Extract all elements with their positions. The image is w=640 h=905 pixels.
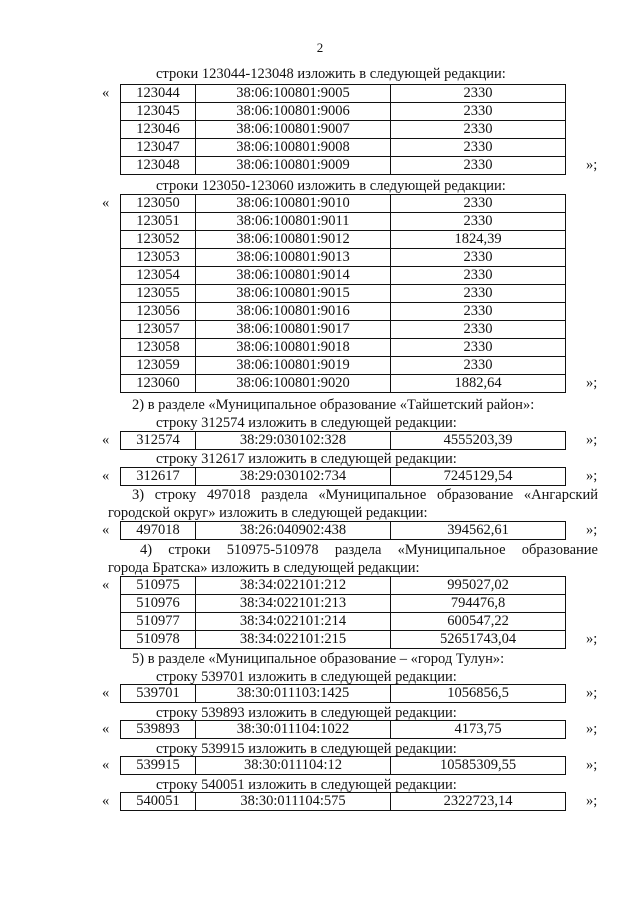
value-cell: 1056856,5 [391, 685, 566, 703]
table-row [121, 613, 566, 631]
table-row [121, 577, 566, 595]
cadastral-number-cell: 38:06:100801:9018 [196, 339, 391, 357]
close-quote: »; [586, 685, 598, 701]
paragraph: строку 312617 изложить в следующей редакции: [156, 451, 457, 467]
close-quote: »; [586, 432, 598, 448]
cadastral-number-cell: 38:34:022101:213 [196, 595, 391, 613]
row-number-cell: 123054 [121, 267, 196, 285]
close-quote: »; [586, 157, 598, 173]
word: 3) [132, 487, 145, 503]
cadastral-number-cell: 38:34:022101:215 [196, 631, 391, 649]
value-cell: 2330 [391, 285, 566, 303]
table-row [121, 685, 566, 703]
value-cell: 2330 [391, 357, 566, 375]
value-cell: 2330 [391, 85, 566, 103]
table-row [121, 468, 566, 486]
cadastral-number-cell: 38:06:100801:9009 [196, 157, 391, 175]
table-row [121, 375, 566, 393]
row-number-cell: 123047 [121, 139, 196, 157]
close-quote: »; [586, 468, 598, 484]
cadastral-number-cell: 38:06:100801:9007 [196, 121, 391, 139]
table-row [121, 213, 566, 231]
close-quote: »; [586, 757, 598, 773]
value-cell: 2330 [391, 321, 566, 339]
row-number-cell: 312574 [121, 432, 196, 450]
table-row [121, 157, 566, 175]
open-quote: « [102, 757, 110, 773]
table-row [121, 267, 566, 285]
value-cell: 52651743,04 [391, 631, 566, 649]
close-quote: »; [586, 721, 598, 737]
row-number-cell: 123060 [121, 375, 196, 393]
table-row [121, 139, 566, 157]
value-cell: 2330 [391, 103, 566, 121]
open-quote: « [102, 432, 110, 448]
paragraph-justified [132, 486, 598, 504]
table-row [121, 321, 566, 339]
open-quote: « [102, 522, 110, 538]
close-quote: »; [586, 631, 598, 647]
word: образование [436, 487, 514, 503]
value-cell: 2330 [391, 157, 566, 175]
table-row [121, 103, 566, 121]
paragraph: строку 539915 изложить в следующей редакции: [156, 741, 457, 757]
value-cell: 394562,61 [391, 522, 566, 540]
table-row [121, 432, 566, 450]
close-quote: »; [586, 522, 598, 538]
word: 510975-510978 [226, 542, 319, 558]
cadastral-number-cell: 38:30:011103:1425 [196, 685, 391, 703]
table-row [121, 793, 566, 811]
row-number-cell: 123053 [121, 249, 196, 267]
table-row [121, 303, 566, 321]
table-row [121, 339, 566, 357]
cadastral-number-cell: 38:29:030102:734 [196, 468, 391, 486]
word: строки [168, 542, 211, 558]
cadastral-number-cell: 38:06:100801:9019 [196, 357, 391, 375]
paragraph: строки 123050-123060 изложить в следующей редакции: [156, 178, 506, 194]
row-number-cell: 510978 [121, 631, 196, 649]
value-cell: 2330 [391, 121, 566, 139]
table-row [121, 357, 566, 375]
value-cell: 2322723,14 [391, 793, 566, 811]
value-cell: 2330 [391, 213, 566, 231]
word: образование [521, 542, 598, 558]
row-number-cell: 123048 [121, 157, 196, 175]
value-cell: 1824,39 [391, 231, 566, 249]
row-number-cell: 123055 [121, 285, 196, 303]
data-table [120, 84, 566, 175]
row-number-cell: 123051 [121, 213, 196, 231]
paragraph: строку 312574 изложить в следующей редакции: [156, 415, 457, 431]
value-cell: 2330 [391, 303, 566, 321]
word: «Муниципальное [318, 487, 427, 503]
open-quote: « [102, 685, 110, 701]
open-quote: « [102, 195, 110, 211]
page-number: 2 [316, 40, 324, 55]
paragraph: строку 540051 изложить в следующей редакции: [156, 777, 457, 793]
table-row [121, 595, 566, 613]
word: раздела [334, 542, 382, 558]
row-number-cell: 510976 [121, 595, 196, 613]
value-cell: 10585309,55 [391, 757, 566, 775]
table-row [121, 195, 566, 213]
value-cell: 7245129,54 [391, 468, 566, 486]
open-quote: « [102, 85, 110, 101]
close-quote: »; [586, 793, 598, 809]
row-number-cell: 123052 [121, 231, 196, 249]
row-number-cell: 123045 [121, 103, 196, 121]
word: строку [154, 487, 197, 503]
data-table [120, 756, 566, 775]
cadastral-number-cell: 38:06:100801:9016 [196, 303, 391, 321]
row-number-cell: 510977 [121, 613, 196, 631]
paragraph: строку 539893 изложить в следующей редакции: [156, 705, 457, 721]
row-number-cell: 123050 [121, 195, 196, 213]
value-cell: 2330 [391, 195, 566, 213]
word: «Муниципальное [397, 542, 506, 558]
table-row [121, 757, 566, 775]
cadastral-number-cell: 38:06:100801:9013 [196, 249, 391, 267]
cadastral-number-cell: 38:06:100801:9017 [196, 321, 391, 339]
row-number-cell: 539915 [121, 757, 196, 775]
row-number-cell: 123057 [121, 321, 196, 339]
row-number-cell: 510975 [121, 577, 196, 595]
open-quote: « [102, 721, 110, 737]
table-row [121, 231, 566, 249]
paragraph: строки 123044-123048 изложить в следующей редакции: [156, 66, 506, 82]
cadastral-number-cell: 38:26:040902:438 [196, 522, 391, 540]
open-quote: « [102, 577, 110, 593]
open-quote: « [102, 468, 110, 484]
paragraph-justified [140, 541, 598, 559]
value-cell: 2330 [391, 249, 566, 267]
value-cell: 2330 [391, 139, 566, 157]
value-cell: 4173,75 [391, 721, 566, 739]
value-cell: 2330 [391, 267, 566, 285]
table-row [121, 285, 566, 303]
word: 497018 [206, 487, 251, 503]
table-row [121, 721, 566, 739]
cadastral-number-cell: 38:34:022101:212 [196, 577, 391, 595]
row-number-cell: 312617 [121, 468, 196, 486]
cadastral-number-cell: 38:06:100801:9011 [196, 213, 391, 231]
cadastral-number-cell: 38:30:011104:575 [196, 793, 391, 811]
paragraph: городской округ» изложить в следующей редакции: [108, 505, 428, 521]
row-number-cell: 539701 [121, 685, 196, 703]
cadastral-number-cell: 38:06:100801:9020 [196, 375, 391, 393]
data-table [120, 792, 566, 811]
row-number-cell: 123056 [121, 303, 196, 321]
word: 4) [140, 542, 153, 558]
cadastral-number-cell: 38:30:011104:12 [196, 757, 391, 775]
value-cell: 995027,02 [391, 577, 566, 595]
cadastral-number-cell: 38:06:100801:9015 [196, 285, 391, 303]
table-row [121, 249, 566, 267]
cadastral-number-cell: 38:06:100801:9008 [196, 139, 391, 157]
value-cell: 1882,64 [391, 375, 566, 393]
cadastral-number-cell: 38:06:100801:9010 [196, 195, 391, 213]
value-cell: 2330 [391, 339, 566, 357]
cadastral-number-cell: 38:30:011104:1022 [196, 721, 391, 739]
row-number-cell: 123046 [121, 121, 196, 139]
open-quote: « [102, 793, 110, 809]
table-row [121, 631, 566, 649]
row-number-cell: 123044 [121, 85, 196, 103]
close-quote: »; [586, 375, 598, 391]
data-table [120, 194, 566, 393]
data-table [120, 521, 566, 540]
row-number-cell: 123058 [121, 339, 196, 357]
value-cell: 600547,22 [391, 613, 566, 631]
word: раздела [261, 487, 308, 503]
data-table [120, 576, 566, 649]
cadastral-number-cell: 38:06:100801:9005 [196, 85, 391, 103]
table-row [121, 85, 566, 103]
row-number-cell: 123059 [121, 357, 196, 375]
table-row [121, 121, 566, 139]
table-row [121, 522, 566, 540]
row-number-cell: 497018 [121, 522, 196, 540]
paragraph: 5) в разделе «Муниципальное образование – «город Тулун»: [132, 651, 505, 667]
data-table [120, 684, 566, 703]
data-table [120, 431, 566, 450]
paragraph: 2) в разделе «Муниципальное образование «Тайшетский район»: [132, 397, 535, 413]
cadastral-number-cell: 38:06:100801:9006 [196, 103, 391, 121]
cadastral-number-cell: 38:06:100801:9012 [196, 231, 391, 249]
cadastral-number-cell: 38:06:100801:9014 [196, 267, 391, 285]
paragraph: города Братска» изложить в следующей редакции: [108, 560, 420, 576]
word: «Ангарский [523, 487, 598, 503]
cadastral-number-cell: 38:34:022101:214 [196, 613, 391, 631]
paragraph: строку 539701 изложить в следующей редакции: [156, 669, 457, 685]
value-cell: 794476,8 [391, 595, 566, 613]
data-table [120, 467, 566, 486]
cadastral-number-cell: 38:29:030102:328 [196, 432, 391, 450]
value-cell: 4555203,39 [391, 432, 566, 450]
row-number-cell: 539893 [121, 721, 196, 739]
row-number-cell: 540051 [121, 793, 196, 811]
data-table [120, 720, 566, 739]
